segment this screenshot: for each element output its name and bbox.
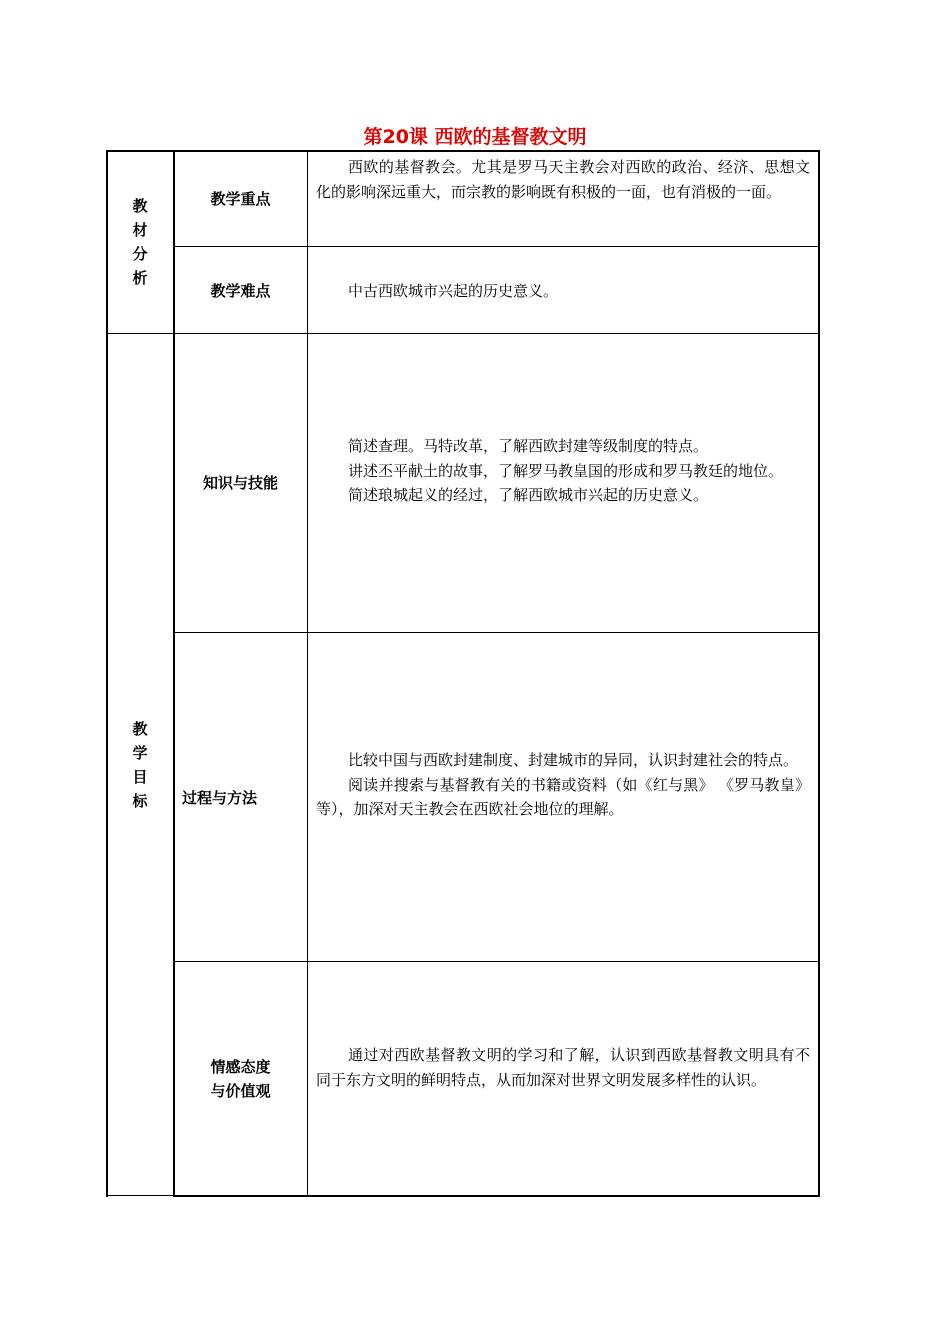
row-label-process-methods: 过程与方法 xyxy=(182,789,258,807)
difficult-points-content: 中古西欧城市兴起的历史意义。 xyxy=(348,282,559,300)
knowledge-skills-content: 简述查理。马特改革，了解西欧封建等级制度的特点。 讲述丕平献土的故事，了解罗马教皇国的形成和罗马教廷的地位。 简述琅城起义的经过，了解西欧城市兴起的历史意义。 xyxy=(348,437,784,504)
row-label-key-points: 教学重点 xyxy=(210,190,271,208)
row-label-knowledge-skills: 知识与技能 xyxy=(202,474,278,492)
section-label-textbook-analysis: 教 材 分 析 xyxy=(132,197,148,287)
section-label-teaching-goals: 教 学 目 标 xyxy=(132,720,148,810)
key-points-content: 西欧的基督教会。尤其是罗马天主教会对西欧的政治、经济、思想文化的影响深远重大，而宗教的影响既有积极的一面，也有消极的一面。 xyxy=(316,158,810,201)
attitude-values-content: 通过对西欧基督教文明的学习和了解，认识到西欧基督教文明具有不同于东方文明的鲜明特点，从而加深对世界文明发展多样性的认识。 xyxy=(316,1046,810,1089)
row-label-difficult-points: 教学难点 xyxy=(210,282,271,300)
row-label-attitude-values: 情感态度 与价值观 xyxy=(210,1058,271,1100)
process-methods-content: 比较中国与西欧封建制度、封建城市的异同，认识封建社会的特点。 阅读并搜索与基督教有关的书籍或资料（如《红与黑》 《罗马教皇》等），加深对天主教会在西欧社会地位的理解。 xyxy=(316,751,810,818)
page-title: 第20课 西欧的基督教文明 xyxy=(363,126,587,148)
